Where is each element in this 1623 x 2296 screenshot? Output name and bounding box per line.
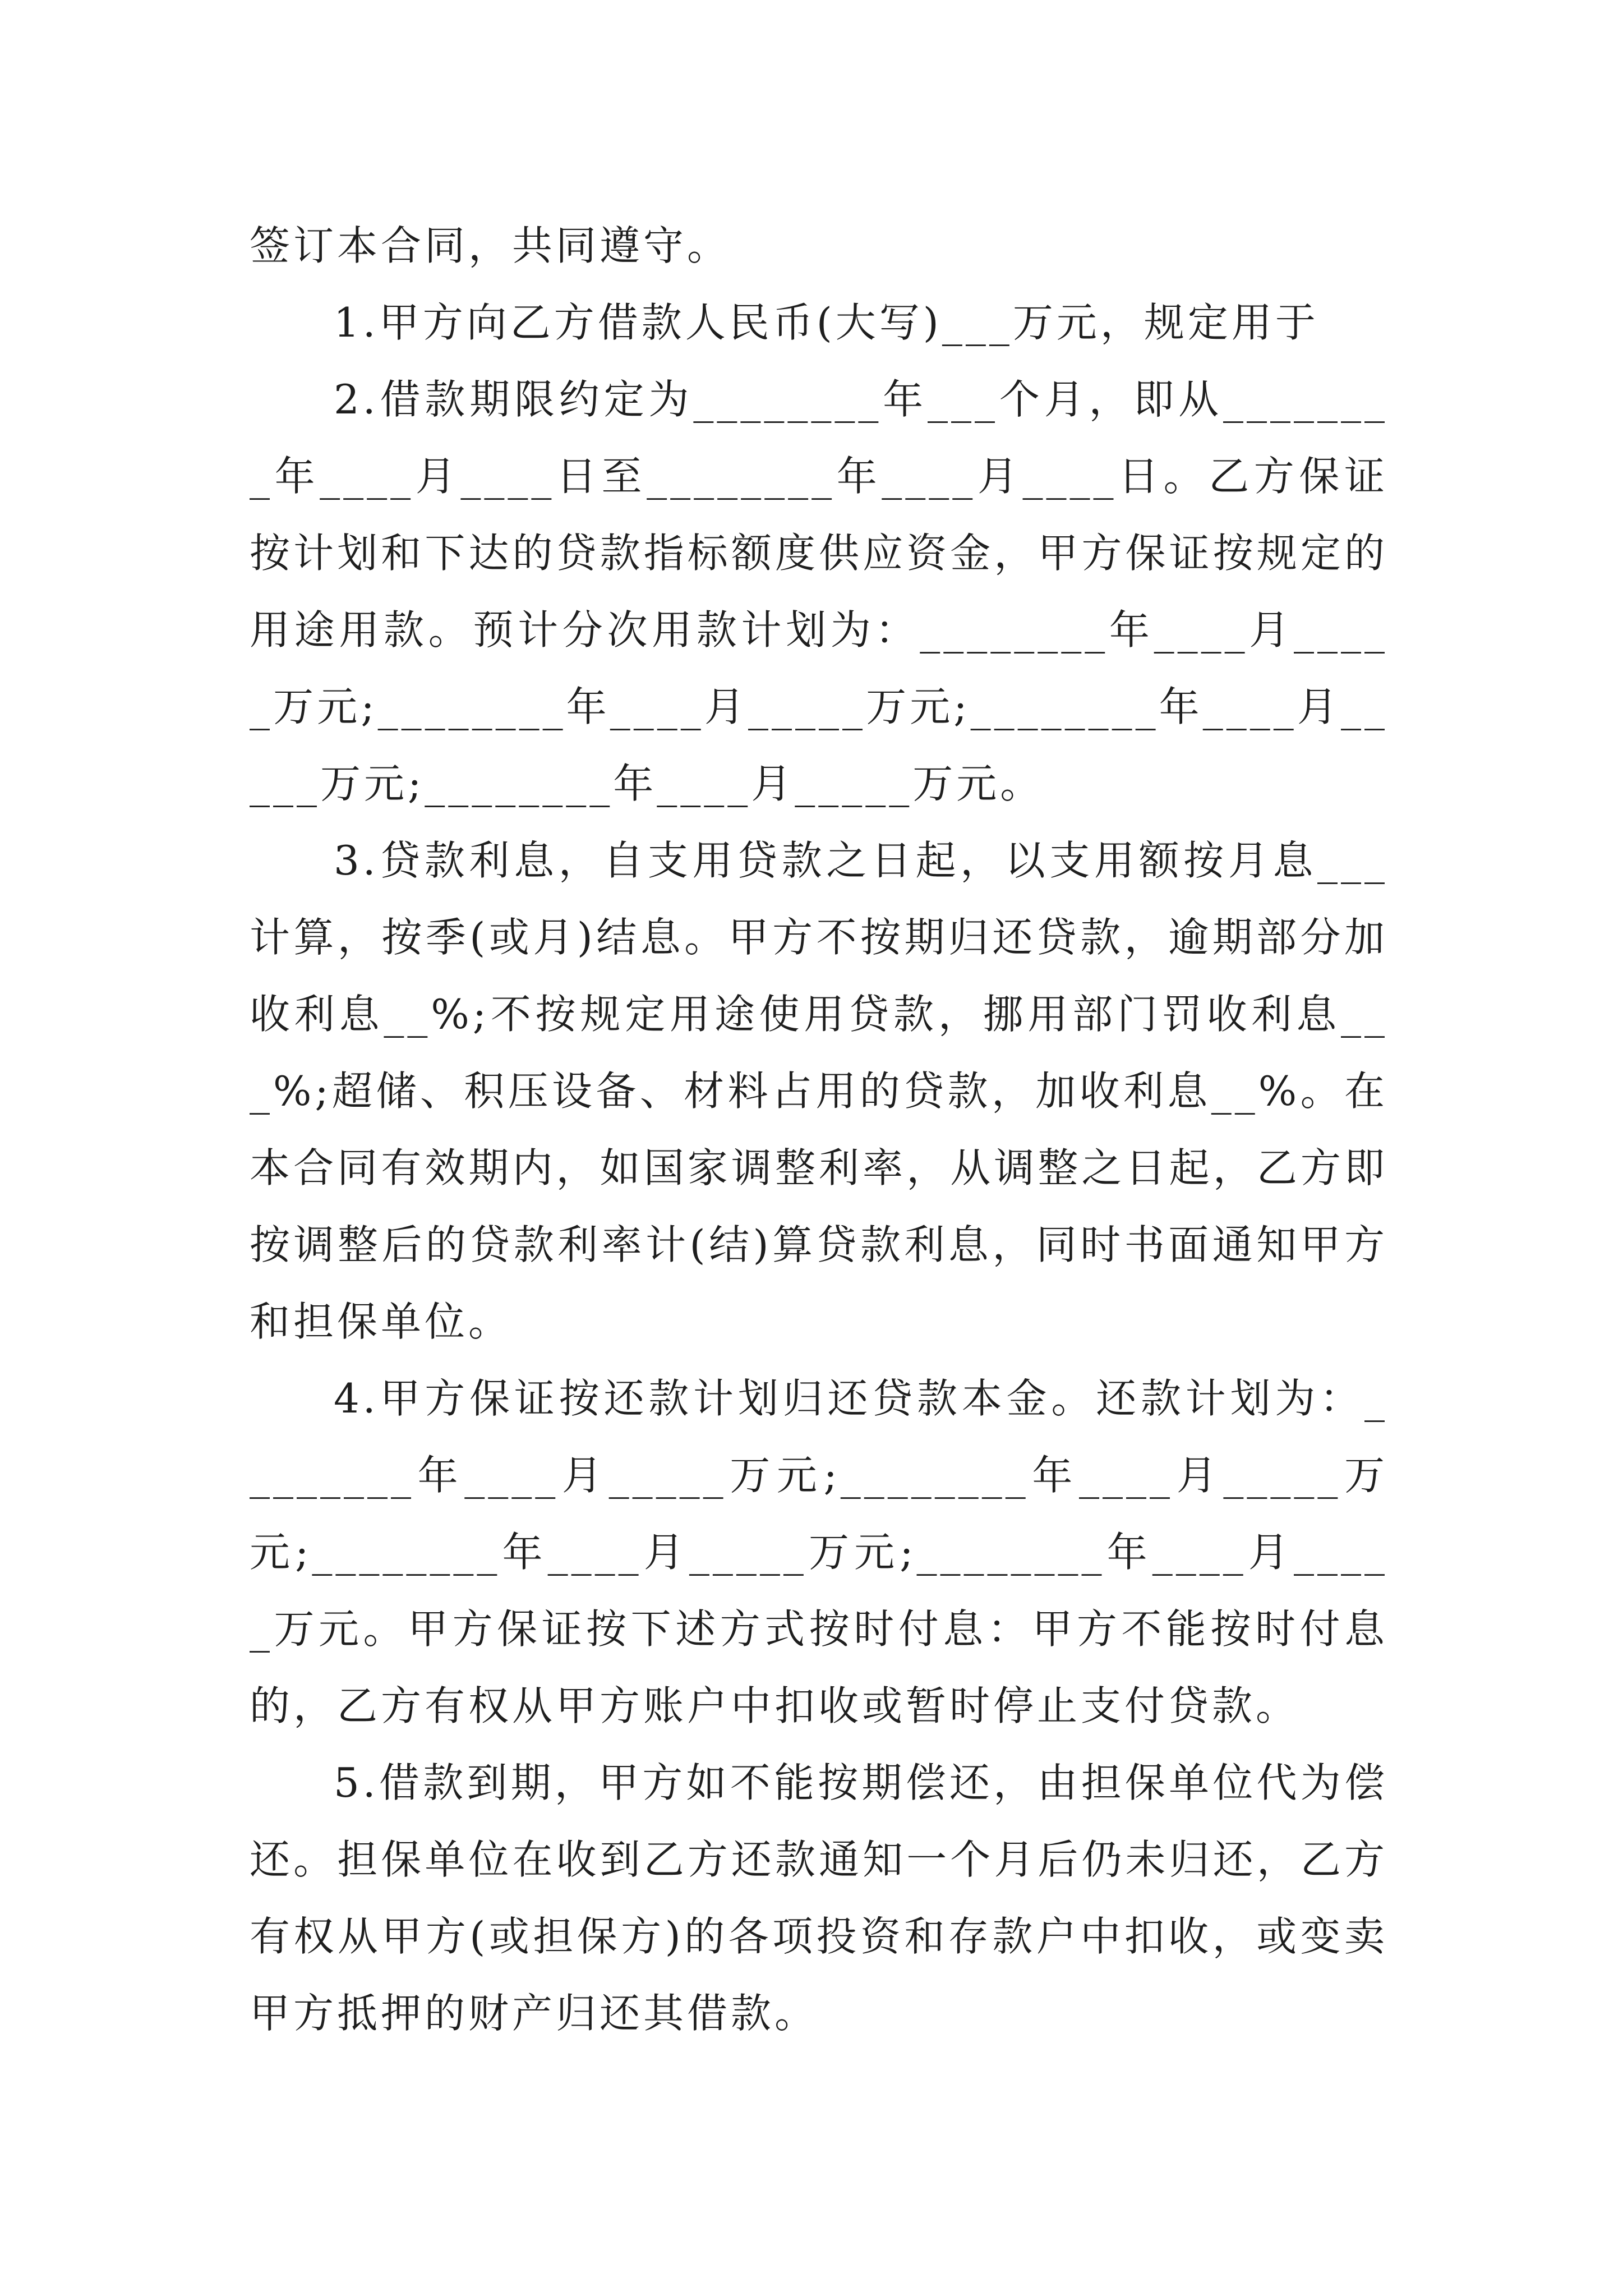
clause-2-loan-term: 2.借款期限约定为________年___个月，即从________年____月____日至________年____月____日。乙方保证按计划和下达的贷款指标额度供应资金，甲方保证按规定的用途用款。预计分次用款计划为：________年____月_____万元;________年____月_____万元;________年____月_____万元;________年____月_____万元。 [250,376,1388,807]
paragraph-intro-tail: 签订本合同，共同遵守。 [250,222,731,269]
contract-body [250,208,1388,2052]
clause-3-interest: 3.贷款利息，自支用贷款之日起，以支用额按月息___计算，按季(或月)结息。甲方不按期归还贷款，逾期部分加收利息__%;不按规定用途使用贷款，挪用部门罚收利息___%;超储、积压设备、材料占用的贷款，加收利息__%。在本合同有效期内，如国家调整利率，从调整之日起，乙方即按调整后的贷款利率计(结)算贷款利息，同时书面通知甲方和担保单位。 [250,837,1388,1345]
clause-5-default: 5.借款到期，甲方如不能按期偿还，由担保单位代为偿还。担保单位在收到乙方还款通知一个月后仍未归还，乙方有权从甲方(或担保方)的各项投资和存款户中扣收，或变卖甲方抵押的财产归还其借款。 [250,1759,1388,2037]
clause-1-loan-amount: 1.甲方向乙方借款人民币(大写)___万元，规定用于 [334,299,1319,346]
clause-4-repayment-plan: 4.甲方保证按还款计划归还贷款本金。还款计划为：________年____月_____万元;________年____月_____万元;________年____月_____万元;________年____月_____万元。甲方保证按下述方式按时付息：甲方不能按时付息的，乙方有权从甲方账户中扣收或暂时停止支付贷款。 [250,1375,1388,1729]
